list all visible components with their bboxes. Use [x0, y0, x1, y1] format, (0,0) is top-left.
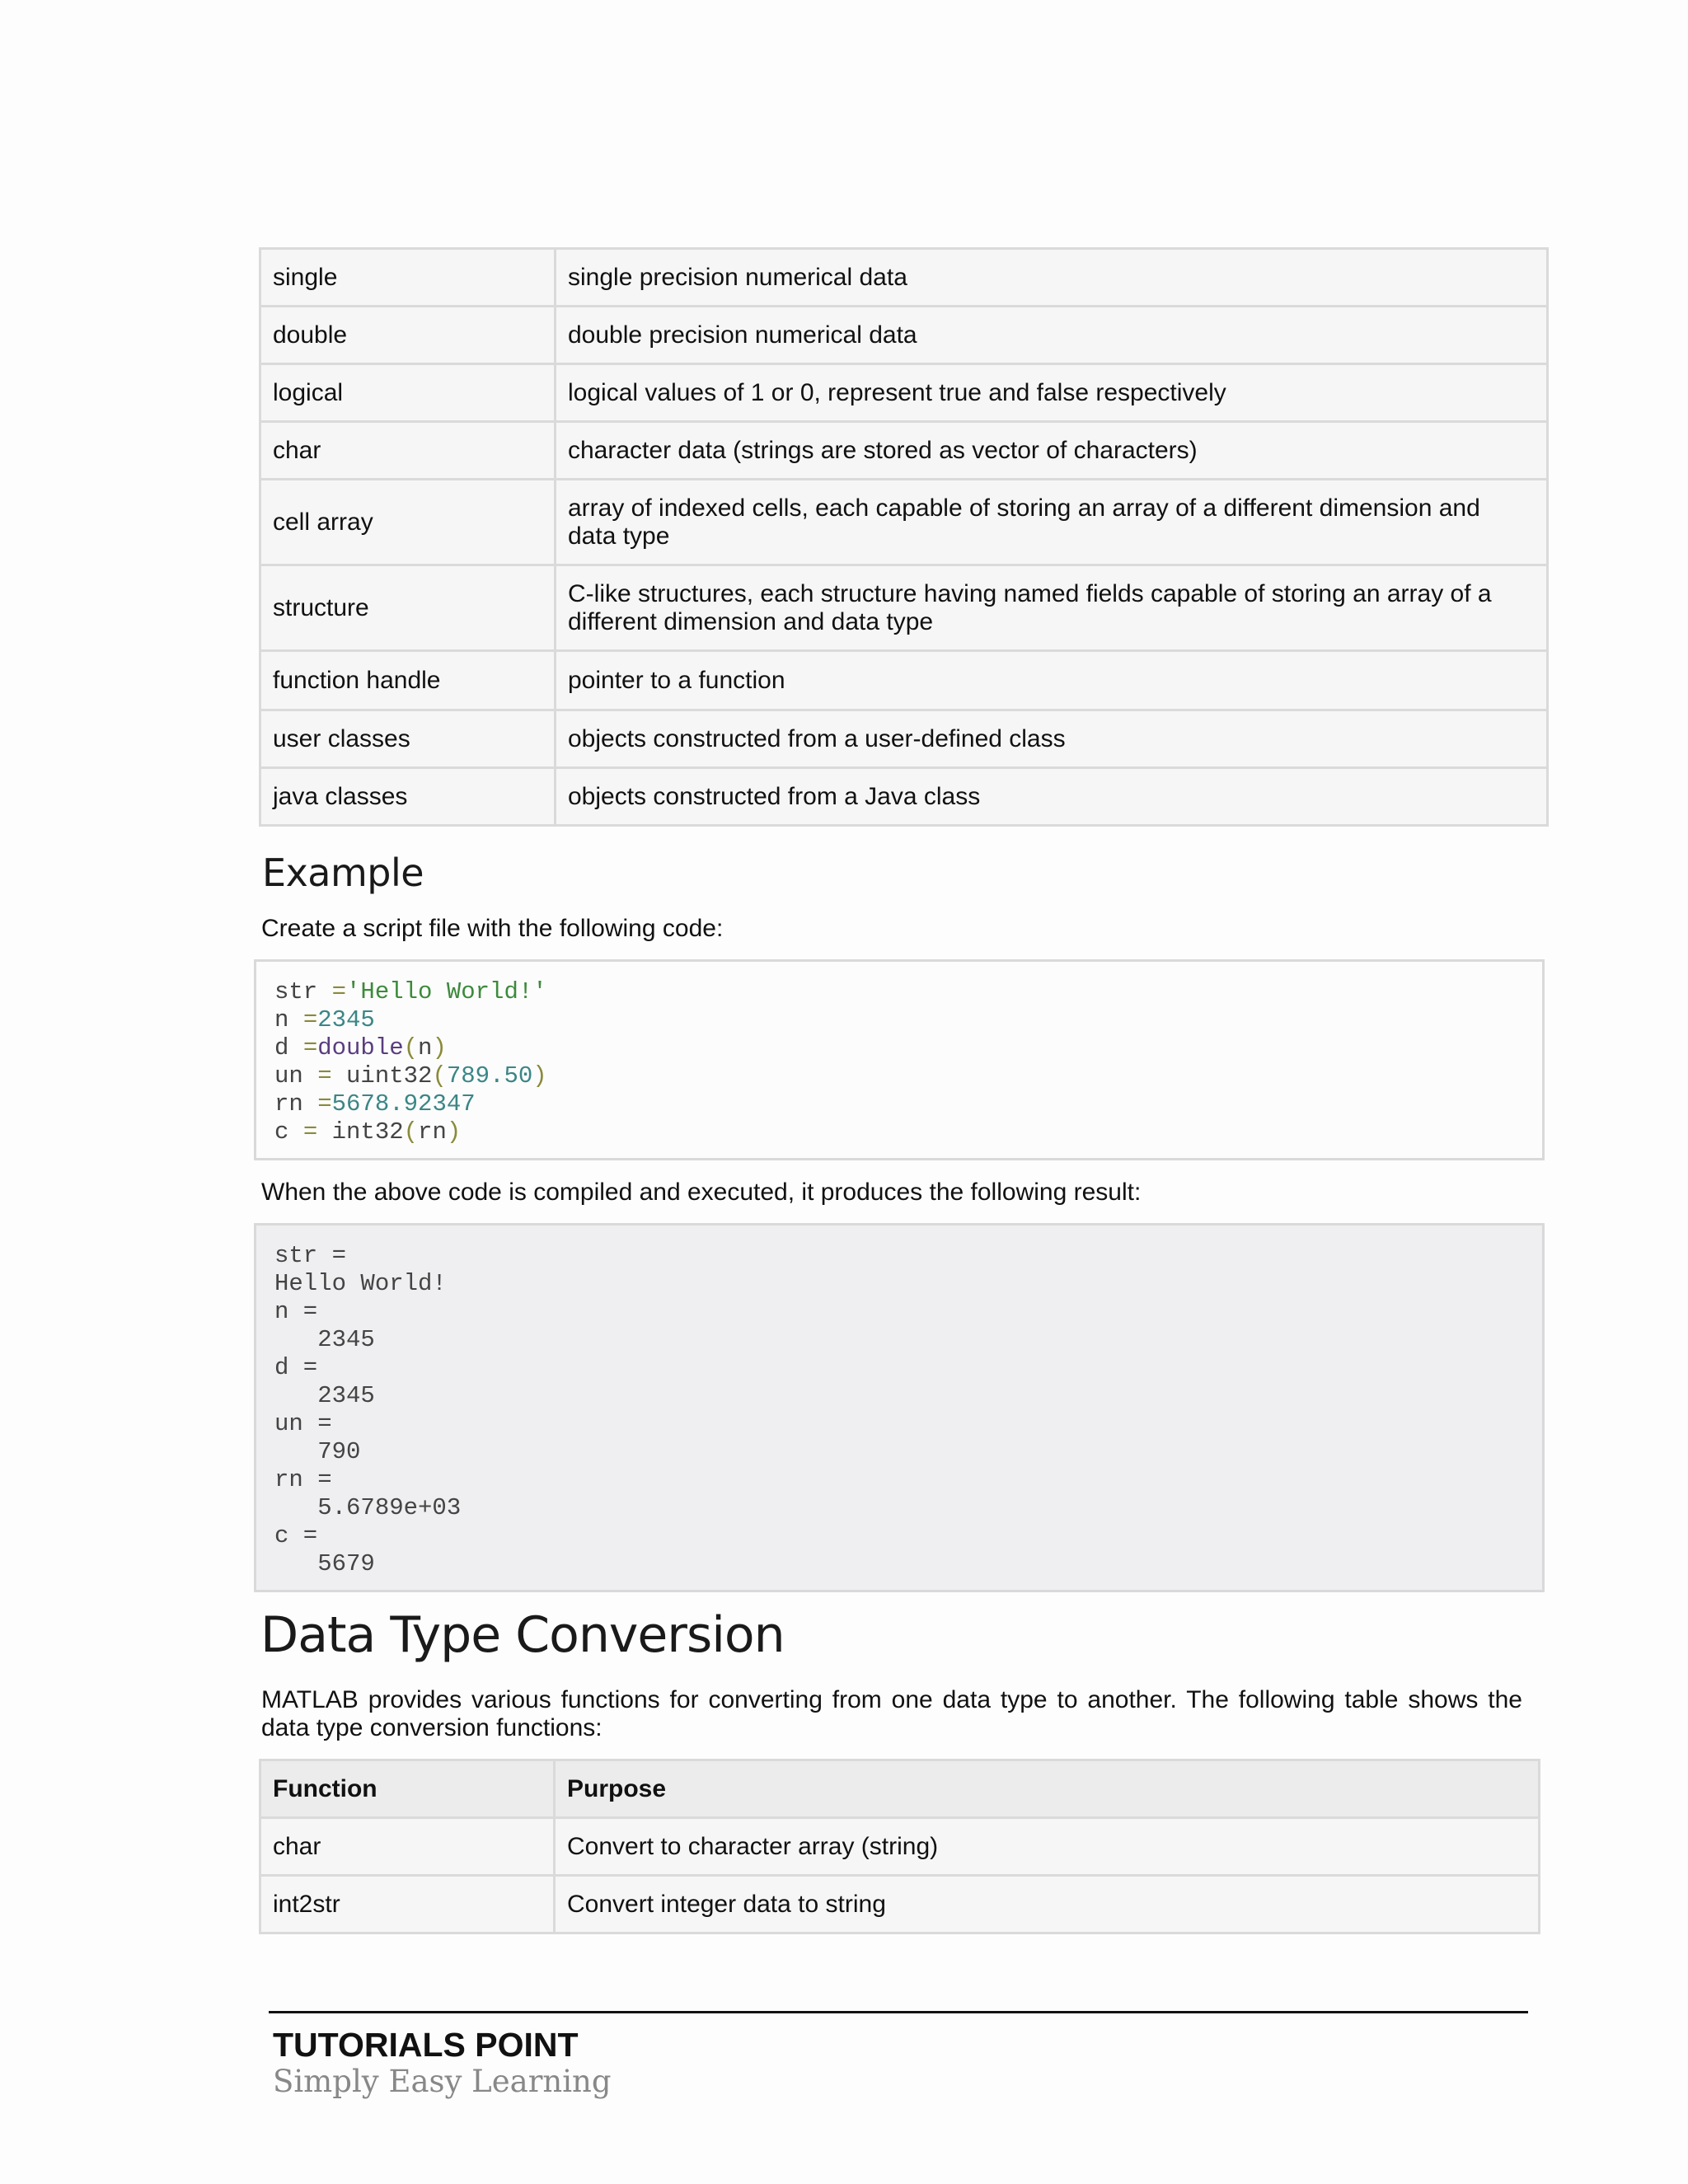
table-row [260, 307, 1548, 364]
table-row [260, 364, 1548, 422]
description-cell: single precision numerical data [556, 249, 1548, 307]
result-line: un = [274, 1410, 332, 1437]
description-cell: objects constructed from a Java class [556, 768, 1548, 826]
result-line: 2345 [274, 1326, 375, 1353]
result-line: rn = [274, 1466, 332, 1493]
table-row [260, 710, 1548, 768]
table-row [260, 1876, 1540, 1933]
table-row [260, 1818, 1540, 1876]
type-cell: user classes [260, 710, 556, 768]
purpose-cell: Convert to character array (string) [555, 1818, 1540, 1876]
result-line: 790 [274, 1438, 361, 1465]
data-types-table [259, 247, 1549, 827]
description-cell: array of indexed cells, each capable of storing an array of a different dimension and data type [556, 480, 1548, 565]
type-cell: double [260, 307, 556, 364]
footer-brand: TUTORIALS POINT [273, 2026, 579, 2064]
footer-tagline: Simply Easy Learning [273, 2064, 612, 2099]
result-line: str = [274, 1242, 347, 1269]
code-line: str ='Hello World!' [274, 978, 547, 1005]
table-row [260, 565, 1548, 651]
function-cell: char [260, 1818, 555, 1876]
type-cell: function handle [260, 651, 556, 710]
result-line: 5679 [274, 1550, 375, 1577]
result-line: c = [274, 1522, 318, 1549]
table-row [260, 651, 1548, 710]
conversion-table [259, 1759, 1540, 1934]
header-function: Function [260, 1760, 555, 1818]
result-block [254, 1223, 1545, 1592]
code-line: c = int32(rn) [274, 1118, 462, 1146]
table-row [260, 422, 1548, 480]
type-cell: structure [260, 565, 556, 651]
type-cell: cell array [260, 480, 556, 565]
function-cell: int2str [260, 1876, 555, 1933]
result-intro: When the above code is compiled and executed, it produces the following result: [261, 1179, 1142, 1206]
type-cell: java classes [260, 768, 556, 826]
description-cell: double precision numerical data [556, 307, 1548, 364]
result-line: d = [274, 1354, 318, 1381]
header-purpose: Purpose [555, 1760, 1540, 1818]
description-cell: logical values of 1 or 0, represent true and false respectively [556, 364, 1548, 422]
description-cell: character data (strings are stored as vector of characters) [556, 422, 1548, 480]
result-line: 2345 [274, 1382, 375, 1409]
result-line: n = [274, 1298, 318, 1325]
example-heading: Example [262, 851, 424, 895]
type-cell: single [260, 249, 556, 307]
conversion-intro: MATLAB provides various functions for converting from one data type to another. The following table shows the data type conversion functions: [261, 1686, 1522, 1741]
code-line: n =2345 [274, 1006, 375, 1033]
code-line: un = uint32(789.50) [274, 1062, 547, 1090]
example-intro: Create a script file with the following code: [261, 915, 724, 942]
table-header-row [260, 1760, 1540, 1818]
purpose-cell: Convert integer data to string [555, 1876, 1540, 1933]
description-cell: objects constructed from a user-defined class [556, 710, 1548, 768]
table-row [260, 768, 1548, 826]
conversion-heading: Data Type Conversion [260, 1606, 785, 1664]
type-cell: logical [260, 364, 556, 422]
type-cell: char [260, 422, 556, 480]
result-line: Hello World! [274, 1270, 447, 1297]
footer-divider [269, 2011, 1528, 2013]
description-cell: pointer to a function [556, 651, 1548, 710]
description-cell: C-like structures, each structure having named fields capable of storing an array of a different dimension and data type [556, 565, 1548, 651]
table-row [260, 249, 1548, 307]
code-block [254, 959, 1545, 1160]
table-row [260, 480, 1548, 565]
code-line: d =double(n) [274, 1034, 447, 1062]
code-line: rn =5678.92347 [274, 1090, 476, 1118]
result-line: 5.6789e+03 [274, 1494, 462, 1521]
